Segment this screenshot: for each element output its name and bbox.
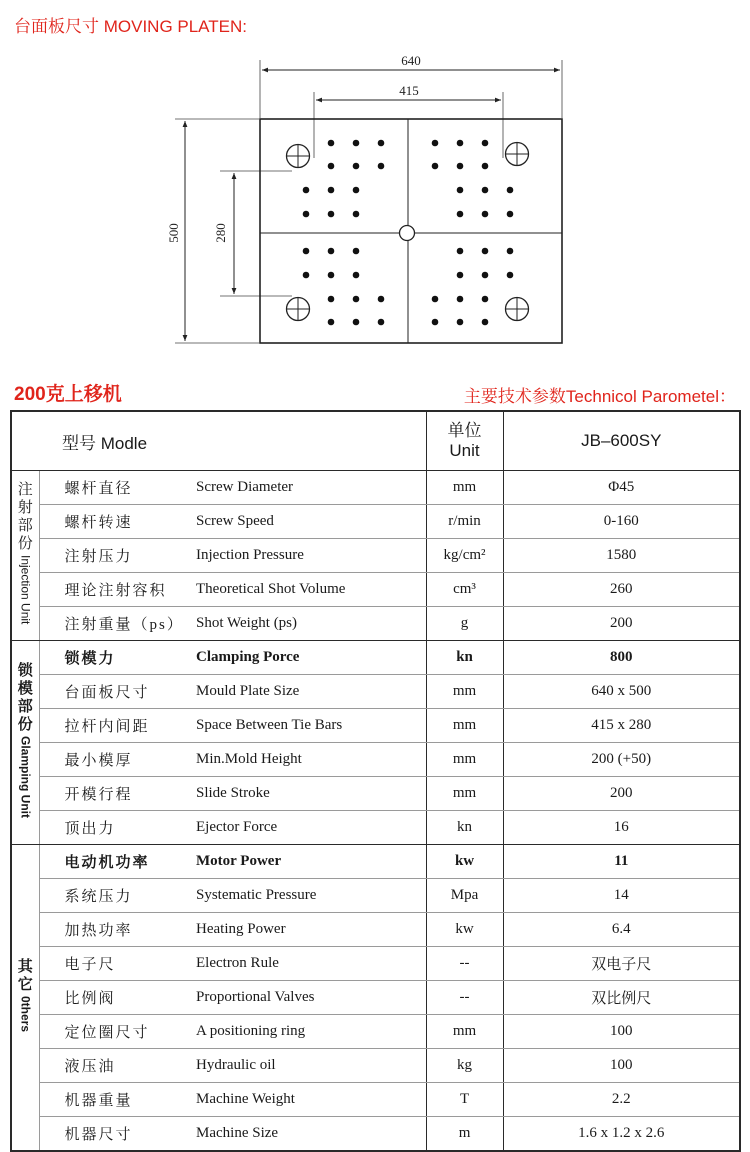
param-cn: 螺杆直径 [39, 471, 194, 505]
mounting-hole [303, 187, 310, 194]
group-clamping-cn: 锁模部份 [17, 662, 33, 733]
param-en: Mould Plate Size [194, 675, 426, 709]
mounting-hole [378, 140, 385, 147]
mounting-hole [353, 187, 360, 194]
param-cn: 螺杆转速 [39, 505, 194, 539]
param-value: 11 [503, 845, 740, 879]
table-row [11, 607, 740, 641]
param-value: Φ45 [503, 471, 740, 505]
param-cn: 机器重量 [39, 1083, 194, 1117]
mounting-hole [432, 163, 439, 170]
mounting-hole [353, 140, 360, 147]
mounting-hole [303, 248, 310, 255]
group-clamping [11, 641, 39, 845]
mounting-hole [482, 187, 489, 194]
param-cn: 顶出力 [39, 811, 194, 845]
param-cn: 注射重量（ps） [39, 607, 194, 641]
param-cn: 拉杆内间距 [39, 709, 194, 743]
param-value: 100 [503, 1015, 740, 1049]
param-value: 2.2 [503, 1083, 740, 1117]
param-value: 100 [503, 1049, 740, 1083]
param-cn: 液压油 [39, 1049, 194, 1083]
param-en: Electron Rule [194, 947, 426, 981]
param-unit: g [426, 607, 503, 641]
param-value: 14 [503, 879, 740, 913]
param-value: 200 [503, 607, 740, 641]
param-en: Injection Pressure [194, 539, 426, 573]
mounting-hole [353, 248, 360, 255]
param-cn: 锁模力 [39, 641, 194, 675]
moving-platen-title: 台面板尺寸 MOVING PLATEN: [14, 17, 247, 36]
model-value: JB–600SY [503, 411, 740, 471]
param-cn: 加热功率 [39, 913, 194, 947]
mounting-hole [482, 140, 489, 147]
param-en: Slide Stroke [194, 777, 426, 811]
mounting-hole [482, 163, 489, 170]
mounting-hole [432, 319, 439, 326]
table-header-row [11, 411, 740, 471]
height-label: 500 [166, 223, 181, 243]
params-title: 主要技术参数Technicol Parometel： [463, 387, 736, 406]
mounting-hole [328, 163, 335, 170]
param-value: 640 x 500 [503, 675, 740, 709]
model-label: 型号 Modle [11, 411, 426, 471]
param-unit: Mpa [426, 879, 503, 913]
mounting-hole [303, 272, 310, 279]
param-en: Ejector Force [194, 811, 426, 845]
group-others-cn: 其它 [17, 957, 33, 993]
unit-header-cn: 单位 [447, 421, 482, 440]
mounting-hole [457, 296, 464, 303]
mounting-hole [457, 319, 464, 326]
param-en: Space Between Tie Bars [194, 709, 426, 743]
table-row [11, 539, 740, 573]
group-injection-cn: 注射部份 [17, 481, 33, 553]
param-unit: mm [426, 743, 503, 777]
param-cn: 开模行程 [39, 777, 194, 811]
moving-platen-drawing [150, 40, 590, 360]
param-cn: 比例阀 [39, 981, 194, 1015]
param-unit: kn [426, 641, 503, 675]
param-cn: 定位圈尺寸 [39, 1015, 194, 1049]
mounting-hole [353, 163, 360, 170]
mounting-hole [457, 187, 464, 194]
mounting-hole [457, 272, 464, 279]
group-others [11, 845, 39, 1152]
mounting-hole [328, 296, 335, 303]
param-value: 双比例尺 [503, 981, 740, 1015]
param-unit: -- [426, 947, 503, 981]
model-title: 200克上移机 [14, 384, 122, 405]
param-unit: -- [426, 981, 503, 1015]
param-en: Clamping Porce [194, 641, 426, 675]
mounting-hole [457, 248, 464, 255]
table-row [11, 573, 740, 607]
mounting-hole [353, 272, 360, 279]
mounting-hole [353, 319, 360, 326]
mounting-hole [432, 296, 439, 303]
table-row [11, 743, 740, 777]
group-clamping-en: Glamping Unit [18, 736, 33, 818]
mounting-hole [378, 163, 385, 170]
param-unit: mm [426, 709, 503, 743]
table-row [11, 777, 740, 811]
param-en: Hydraulic oil [194, 1049, 426, 1083]
table-row [11, 1117, 740, 1152]
mounting-hole [353, 296, 360, 303]
param-en: Min.Mold Height [194, 743, 426, 777]
tie-bar-width-label: 415 [399, 83, 419, 98]
param-cn: 电动机功率 [39, 845, 194, 879]
center-locating-hole [400, 226, 415, 241]
mounting-hole [328, 248, 335, 255]
table-row [11, 879, 740, 913]
mounting-hole [482, 211, 489, 218]
param-en: Theoretical Shot Volume [194, 573, 426, 607]
table-row [11, 505, 740, 539]
mounting-hole [482, 319, 489, 326]
param-value: 1580 [503, 539, 740, 573]
param-unit: mm [426, 1015, 503, 1049]
param-unit: m [426, 1117, 503, 1152]
param-value: 200 (+50) [503, 743, 740, 777]
mounting-hole [482, 248, 489, 255]
mounting-hole [378, 319, 385, 326]
table-row [11, 1083, 740, 1117]
mounting-hole [353, 211, 360, 218]
mounting-hole [328, 211, 335, 218]
param-value: 800 [503, 641, 740, 675]
table-row [11, 1015, 740, 1049]
param-en: Motor Power [194, 845, 426, 879]
param-cn: 最小模厚 [39, 743, 194, 777]
param-value: 双电子尺 [503, 947, 740, 981]
group-injection [11, 471, 39, 641]
param-en: Heating Power [194, 913, 426, 947]
tie-bar-height-label: 280 [213, 223, 228, 243]
param-value: 1.6 x 1.2 x 2.6 [503, 1117, 740, 1152]
mounting-hole [457, 163, 464, 170]
mounting-hole [328, 187, 335, 194]
table-row [11, 471, 740, 505]
param-unit: T [426, 1083, 503, 1117]
table-row [11, 811, 740, 845]
param-en: Machine Size [196, 1125, 279, 1141]
param-unit: r/min [426, 505, 503, 539]
mounting-hole [378, 296, 385, 303]
mounting-hole [457, 211, 464, 218]
param-value: 0-160 [503, 505, 740, 539]
param-cn: 系统压力 [39, 879, 194, 913]
param-en: Systematic Pressure [194, 879, 426, 913]
param-en: Machine Weight [194, 1083, 426, 1117]
param-value: 16 [503, 811, 740, 845]
mounting-hole [482, 296, 489, 303]
param-cn: 机器尺寸 [64, 1127, 133, 1143]
param-value: 200 [503, 777, 740, 811]
param-value: 6.4 [503, 913, 740, 947]
table-row [11, 675, 740, 709]
param-value: 260 [503, 573, 740, 607]
param-unit: mm [426, 777, 503, 811]
table-row [11, 981, 740, 1015]
table-row [11, 1049, 740, 1083]
mounting-hole [507, 187, 514, 194]
mounting-hole [507, 248, 514, 255]
group-injection-en: Injection Unit [18, 555, 33, 625]
table-row [11, 947, 740, 981]
param-unit: mm [426, 471, 503, 505]
param-cn: 注射压力 [39, 539, 194, 573]
param-unit: kw [426, 913, 503, 947]
mounting-hole [507, 211, 514, 218]
spec-table [10, 410, 741, 1152]
param-en: Shot Weight (ps) [194, 607, 426, 641]
table-row [11, 641, 740, 675]
unit-header [426, 411, 503, 471]
param-unit: kw [426, 845, 503, 879]
table-row [11, 709, 740, 743]
param-cn: 台面板尺寸 [39, 675, 194, 709]
mounting-hole [303, 211, 310, 218]
table-row [11, 845, 740, 879]
param-en: A positioning ring [194, 1015, 426, 1049]
group-others-en: 0thers [18, 995, 33, 1033]
param-cn: 理论注射容积 [39, 573, 194, 607]
width-label: 640 [401, 53, 421, 68]
param-unit: mm [426, 675, 503, 709]
param-unit: kg/cm² [426, 539, 503, 573]
mounting-hole [328, 272, 335, 279]
mounting-hole [432, 140, 439, 147]
param-cn: 电子尺 [39, 947, 194, 981]
mounting-hole [482, 272, 489, 279]
param-unit: kn [426, 811, 503, 845]
table-row [11, 913, 740, 947]
mounting-hole [457, 140, 464, 147]
param-en: Proportional Valves [194, 981, 426, 1015]
param-value: 415 x 280 [503, 709, 740, 743]
mounting-hole [328, 140, 335, 147]
mounting-hole [328, 319, 335, 326]
param-unit: cm³ [426, 573, 503, 607]
param-unit: kg [426, 1049, 503, 1083]
param-en: Screw Speed [194, 505, 426, 539]
mounting-hole [507, 272, 514, 279]
param-en: Screw Diameter [194, 471, 426, 505]
unit-header-en: Unit [449, 441, 480, 460]
